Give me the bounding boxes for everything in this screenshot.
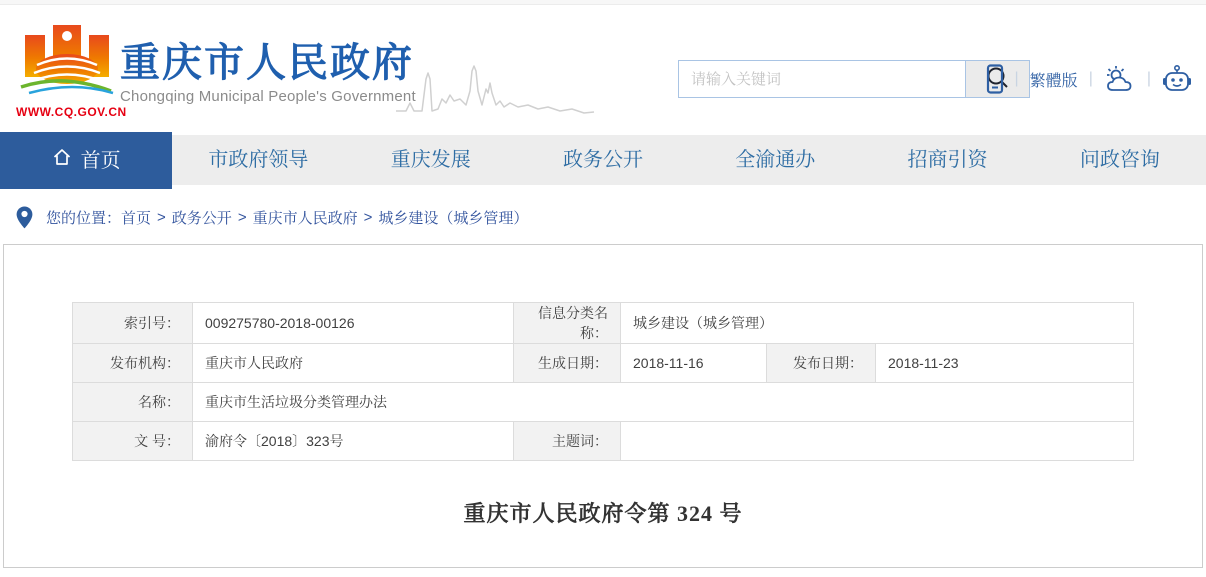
nav-label: 重庆发展 xyxy=(390,149,471,171)
tool-separator: | xyxy=(1088,70,1093,87)
nav-item-home[interactable] xyxy=(0,132,172,189)
nav-label: 政务公开 xyxy=(562,149,643,171)
index-value: 009275780-2018-00126 xyxy=(193,303,514,344)
site-header xyxy=(0,5,1206,132)
nav-label: 全渝通办 xyxy=(735,149,816,171)
agency-label: 发布机构： xyxy=(73,344,193,383)
name-label: 名称： xyxy=(73,383,193,422)
location-pin-icon xyxy=(16,206,33,229)
logo-building-icon xyxy=(19,86,115,103)
content-panel xyxy=(3,244,1203,568)
nav-item-gov-affairs[interactable] xyxy=(517,135,689,185)
tool-separator: | xyxy=(1146,70,1151,87)
skyline-graphic xyxy=(396,63,596,120)
table-row xyxy=(73,344,1134,383)
doc-no-label: 文 号： xyxy=(73,422,193,461)
breadcrumb-government[interactable]: 重庆市人民政府 xyxy=(252,210,358,227)
nav-item-services[interactable] xyxy=(689,135,861,185)
table-row xyxy=(73,422,1134,461)
breadcrumb-separator: > xyxy=(363,209,373,226)
site-title-block xyxy=(120,41,416,105)
breadcrumb-current: 城乡建设（城乡管理） xyxy=(378,210,529,227)
main-nav xyxy=(0,132,1206,189)
category-value: 城乡建设（城乡管理） xyxy=(621,303,1134,344)
keywords-label: 主题词： xyxy=(514,422,621,461)
document-meta-table xyxy=(72,302,1134,461)
site-title: 重庆市人民政府 xyxy=(120,41,414,85)
category-label: 信息分类名称： xyxy=(514,303,621,344)
index-label: 索引号： xyxy=(73,303,193,344)
nav-label: 首页 xyxy=(80,149,121,172)
site-subtitle: Chongqing Municipal People's Government xyxy=(120,88,416,105)
table-row xyxy=(73,303,1134,344)
breadcrumb-separator: > xyxy=(237,209,247,226)
nav-label: 问政咨询 xyxy=(1079,149,1160,171)
mobile-icon[interactable] xyxy=(986,64,1004,94)
created-value: 2018-11-16 xyxy=(621,344,767,383)
keywords-value xyxy=(621,422,1134,461)
name-value: 重庆市生活垃圾分类管理办法 xyxy=(193,383,1134,422)
published-value: 2018-11-23 xyxy=(876,344,1134,383)
weather-icon[interactable] xyxy=(1104,65,1136,93)
tool-separator: | xyxy=(1014,70,1019,87)
traditional-version-link[interactable]: 繁體版 xyxy=(1029,72,1078,90)
nav-item-leaders[interactable] xyxy=(172,135,344,185)
nav-label: 市政府领导 xyxy=(208,149,309,171)
breadcrumb-gov-affairs[interactable]: 政务公开 xyxy=(171,210,232,227)
header-tools xyxy=(986,62,1192,96)
home-icon xyxy=(52,136,72,186)
nav-item-consultation[interactable] xyxy=(1034,135,1206,185)
site-logo[interactable] xyxy=(16,23,127,119)
breadcrumb-prefix: 您的位置： xyxy=(46,210,122,227)
nav-label: 招商引资 xyxy=(907,149,988,171)
agency-value: 重庆市人民政府 xyxy=(193,344,514,383)
robot-icon[interactable] xyxy=(1162,65,1192,93)
search-input[interactable] xyxy=(679,61,965,97)
logo-url-text: WWW.CQ.GOV.CN xyxy=(16,105,127,119)
document-title: 重庆市人民政府令第 324 号 xyxy=(463,501,743,526)
table-row xyxy=(73,383,1134,422)
nav-item-development[interactable] xyxy=(345,135,517,185)
published-label: 发布日期： xyxy=(767,344,876,383)
search-bar xyxy=(678,60,1030,98)
nav-item-investment[interactable] xyxy=(861,135,1033,185)
doc-no-value: 渝府令〔2018〕323号 xyxy=(193,422,514,461)
breadcrumb xyxy=(0,189,1206,244)
breadcrumb-separator: > xyxy=(157,209,166,226)
breadcrumb-home[interactable]: 首页 xyxy=(121,210,152,227)
created-label: 生成日期： xyxy=(514,344,621,383)
